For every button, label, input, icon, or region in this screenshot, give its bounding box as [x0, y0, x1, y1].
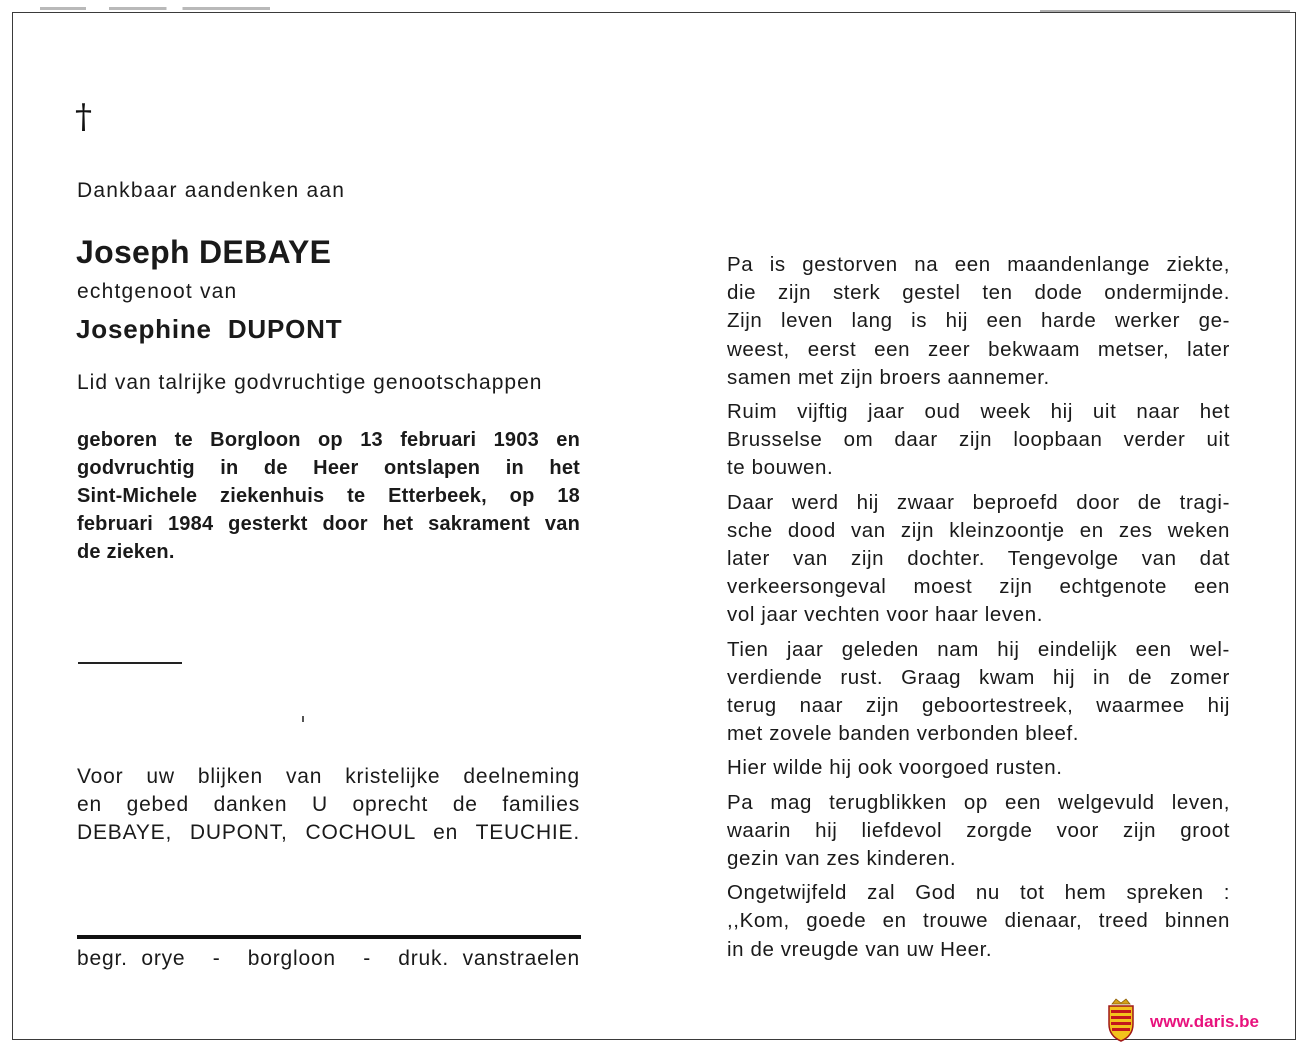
- text-line: gezin van zes kinderen.: [727, 847, 957, 871]
- spouse-label: echtgenoot van: [77, 280, 238, 303]
- cross-icon: †: [75, 97, 92, 137]
- text-line: die zijn sterk gestel ten dode ondermijnde.: [727, 281, 1230, 305]
- intro-text: Dankbaar aandenken aan: [77, 179, 346, 202]
- text-line: te bouwen.: [727, 456, 834, 480]
- text-line: Sint-Michele ziekenhuis te Etterbeek, op 18: [77, 485, 580, 507]
- text-line: Hier wilde hij ook voorgoed rusten.: [727, 756, 1063, 780]
- biography-text: [727, 251, 1230, 970]
- watermark-site: www.daris.be: [1150, 1012, 1259, 1031]
- text-line: de zieken.: [77, 541, 175, 563]
- biography-paragraph: [727, 754, 1230, 782]
- text-line: Zijn leven lang is hij een harde werker ge-: [727, 309, 1230, 333]
- text-line: geboren te Borgloon op 13 februari 1903 en: [77, 429, 580, 451]
- print-speck: [302, 716, 304, 722]
- text-line: DEBAYE, DUPONT, COCHOUL en TEUCHIE.: [77, 821, 580, 844]
- text-line: Ruim vijftig jaar oud week hij uit naar het: [727, 400, 1230, 424]
- text-line: later van zijn dochter. Tengevolge van dat: [727, 547, 1230, 571]
- footer-line: begr. orye - borgloon - druk. vanstraelen: [77, 947, 580, 970]
- text-line: Pa mag terugblikken op een welgevuld leven,: [727, 790, 1230, 814]
- text-line: terug naar zijn geboortestreek, waarmee hij: [727, 694, 1230, 718]
- text-line: godvruchtig in de Heer ontslapen in het: [77, 457, 580, 479]
- footer-rule: [77, 935, 581, 939]
- text-line: weest, eerst een zeer bekwaam metser, later: [727, 337, 1230, 361]
- text-line: met zovele banden verbonden bleef.: [727, 722, 1080, 746]
- heraldic-shield-icon: [1106, 998, 1136, 1042]
- birth-death-text: [77, 426, 580, 566]
- text-line: ,,Kom, goede en trouwe dienaar, treed binnen: [727, 909, 1230, 933]
- text-line: waarin hij liefdevol zorgde voor zijn groot: [727, 818, 1230, 842]
- text-line: Brusselse om daar zijn loopbaan verder uit: [727, 428, 1230, 452]
- biography-paragraph: [727, 251, 1230, 392]
- spouse-name: Josephine DUPONT: [76, 314, 343, 344]
- scan-edge-mark: [40, 7, 270, 10]
- text-line: in de vreugde van uw Heer.: [727, 937, 993, 961]
- biography-paragraph: [727, 789, 1230, 874]
- biography-paragraph: [727, 398, 1230, 483]
- text-line: verkeersongeval moest zijn echtgenote een: [727, 575, 1230, 599]
- text-line: Ongetwijfeld zal God nu tot hem spreken :: [727, 881, 1230, 905]
- text-line: verdiende rust. Graag kwam hij in de zomer: [727, 665, 1230, 689]
- thanks-text: [77, 763, 580, 847]
- biography-paragraph: [727, 636, 1230, 749]
- deceased-name: Joseph DEBAYE: [76, 234, 332, 270]
- membership-text: Lid van talrijke godvruchtige genootschappen: [77, 371, 543, 394]
- text-line: Pa is gestorven na een maandenlange ziekte,: [727, 253, 1230, 276]
- printer-footer: [77, 946, 580, 972]
- text-line: sche dood van zijn kleinzoontje en zes weken: [727, 518, 1230, 542]
- text-line: en gebed danken U oprecht de families: [77, 793, 580, 816]
- text-line: vol jaar vechten voor haar leven.: [727, 603, 1044, 627]
- text-line: samen met zijn broers aannemer.: [727, 365, 1050, 389]
- text-line: februari 1984 gesterkt door het sakrament van: [77, 513, 580, 535]
- text-line: Voor uw blijken van kristelijke deelneming: [77, 765, 580, 788]
- text-line: Daar werd hij zwaar beproefd door de tragi-: [727, 490, 1230, 514]
- separator-dash: [78, 662, 182, 664]
- biography-paragraph: [727, 879, 1230, 964]
- text-line: Tien jaar geleden nam hij eindelijk een wel-: [727, 637, 1230, 661]
- biography-paragraph: [727, 489, 1230, 630]
